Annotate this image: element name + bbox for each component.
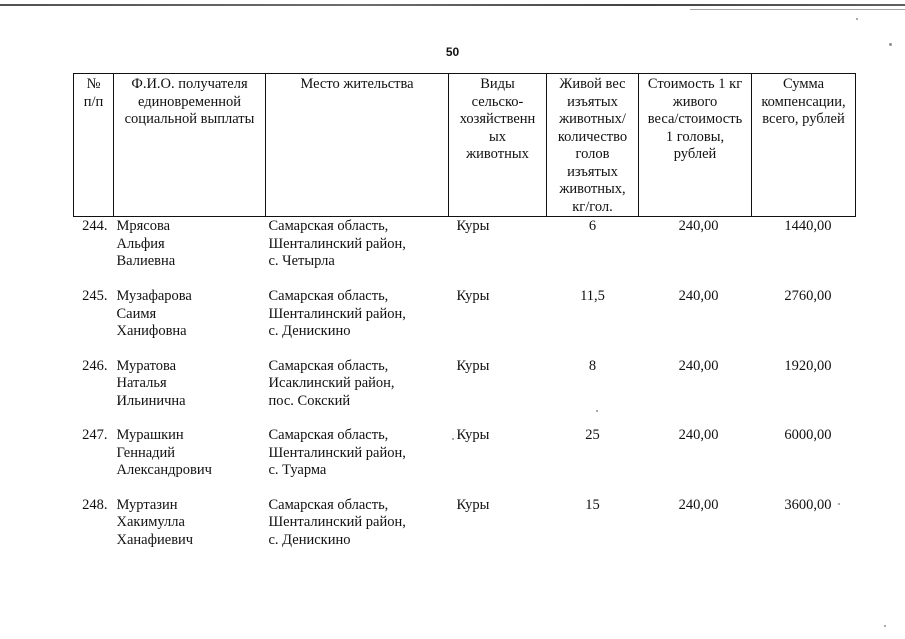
scan-speck [596, 410, 598, 412]
row-place-line: Шенталинский район, [268, 305, 406, 322]
row-name [114, 356, 266, 426]
header-weight-line: кг/гол. [572, 198, 613, 215]
row-weight: 25 [585, 427, 600, 443]
row-place-line: Самарская область, [268, 496, 389, 513]
row-kind: Куры [456, 218, 490, 234]
row-place-line: Исаклинский район, [268, 375, 395, 391]
row-sum: 2760,00 [784, 288, 832, 304]
row-place [266, 286, 449, 356]
row-place-line: Шенталинский район, [268, 235, 406, 252]
row-num: 244. [82, 218, 108, 234]
header-weight-line: изъятых [567, 93, 618, 110]
header-kind-line: ых [489, 128, 506, 145]
row-name-line: Ханафиевич [116, 531, 194, 548]
table-body [74, 217, 856, 565]
row-name-line: Альфия [116, 235, 165, 252]
row-weight: 6 [588, 218, 597, 234]
row-name-line: Хакимулла [116, 514, 185, 530]
header-price-line: 1 головы, [665, 128, 725, 145]
row-name [114, 286, 266, 356]
row-weight: 8 [588, 357, 597, 374]
row-place-line: Шенталинский район, [268, 444, 406, 461]
header-num [74, 74, 114, 217]
row-place-line: с. Четырла [268, 253, 335, 269]
header-weight-line: животных/ [559, 111, 626, 127]
row-name-line: Музафарова [116, 288, 192, 304]
row-place-line: с. Денискино [268, 323, 351, 339]
header-price-line: Стоимость 1 кг [647, 76, 743, 92]
row-num: 245. [82, 288, 108, 304]
scan-edge-line [0, 4, 905, 6]
header-sum-line: Сумма [782, 76, 825, 92]
row-sum: 3600,00 [784, 496, 832, 513]
row-name [114, 425, 266, 495]
header-place-line: Место жительства [300, 76, 414, 92]
row-price: 240,00 [678, 218, 719, 234]
row-name-line: Ильинична [116, 392, 186, 409]
header-name [114, 74, 266, 217]
row-name-line: Александрович [116, 462, 212, 478]
row-kind: Куры [456, 427, 490, 443]
header-sum [752, 74, 856, 217]
row-price: 240,00 [678, 427, 719, 443]
header-weight [547, 74, 639, 217]
table-header [74, 74, 856, 217]
row-place-line: Самарская область, [268, 218, 389, 234]
row-num: 247. [82, 427, 108, 443]
row-price: 240,00 [678, 357, 719, 374]
row-name-line: Муртазин [116, 496, 178, 513]
row-place-line: с. Денискино [268, 531, 351, 548]
header-price [639, 74, 752, 217]
scan-speck [889, 43, 892, 46]
header-weight-line: голов [575, 146, 610, 162]
row-place [266, 495, 449, 565]
header-kind-line: Виды [480, 76, 515, 92]
row-place-line: Самарская область, [268, 357, 389, 374]
row-num: 248. [82, 496, 108, 513]
header-kind-line: животных [466, 146, 529, 162]
header-kind-line: сельско- [471, 93, 524, 110]
row-name-line: Муратова [116, 357, 177, 374]
row-kind: Куры [456, 496, 490, 513]
row-kind: Куры [456, 357, 490, 374]
row-place-line: Самарская область, [268, 427, 389, 443]
header-price-line: веса/стоимость [647, 111, 743, 127]
row-sum: 6000,00 [784, 427, 832, 443]
row-name-line: Валиевна [116, 253, 176, 269]
row-name [114, 495, 266, 565]
row-place-line: пос. Сокский [268, 392, 351, 409]
header-kind [449, 74, 547, 217]
row-weight: 15 [585, 496, 600, 513]
header-name-line: социальной выплаты [124, 111, 255, 127]
row-price: 240,00 [678, 288, 719, 304]
header-name-line: единовременной [137, 93, 242, 110]
scan-edge-line-secondary [690, 9, 905, 10]
header-num-line: № [86, 76, 101, 92]
compensation-table [73, 73, 856, 564]
row-name-line: Геннадий [116, 444, 176, 461]
header-weight-line: изъятых [567, 163, 618, 180]
row-name [114, 217, 266, 287]
row-name-line: Мрясова [116, 218, 171, 234]
table-row [74, 217, 856, 287]
scan-speck [452, 438, 454, 440]
row-place [266, 217, 449, 287]
scan-speck [856, 18, 858, 20]
table-row [74, 356, 856, 426]
row-sum: 1440,00 [784, 218, 832, 234]
scan-speck [884, 625, 886, 627]
page-number: 50 [445, 45, 460, 59]
row-name-line: Наталья [116, 375, 167, 391]
header-kind-line: хозяйственн [459, 111, 536, 127]
row-weight: 11,5 [580, 288, 605, 304]
table-row [74, 495, 856, 565]
header-weight-line: количество [557, 128, 628, 145]
header-price-line: рублей [673, 146, 717, 162]
row-sum: 1920,00 [784, 357, 832, 374]
header-sum-line: компенсации, [761, 93, 846, 110]
header-name-line: Ф.И.О. получателя [131, 76, 248, 92]
row-name-line: Ханифовна [116, 323, 187, 339]
header-sum-line: всего, рублей [762, 111, 845, 127]
row-kind: Куры [456, 288, 490, 304]
table-row [74, 425, 856, 495]
row-place-line: Шенталинский район, [268, 514, 406, 530]
row-name-line: Саимя [116, 305, 157, 322]
header-num-line: п/п [83, 93, 104, 110]
header-price-line: живого [672, 93, 718, 110]
header-row [74, 74, 856, 217]
row-name-line: Мурашкин [116, 427, 184, 443]
header-weight-line: животных, [559, 181, 626, 197]
row-place [266, 425, 449, 495]
row-num: 246. [82, 357, 108, 374]
scan-speck [838, 503, 840, 505]
header-place [266, 74, 449, 217]
header-weight-line: Живой вес [559, 76, 626, 92]
row-price: 240,00 [678, 496, 719, 513]
row-place [266, 356, 449, 426]
table-row [74, 286, 856, 356]
row-place-line: с. Туарма [268, 462, 327, 478]
row-place-line: Самарская область, [268, 288, 389, 304]
